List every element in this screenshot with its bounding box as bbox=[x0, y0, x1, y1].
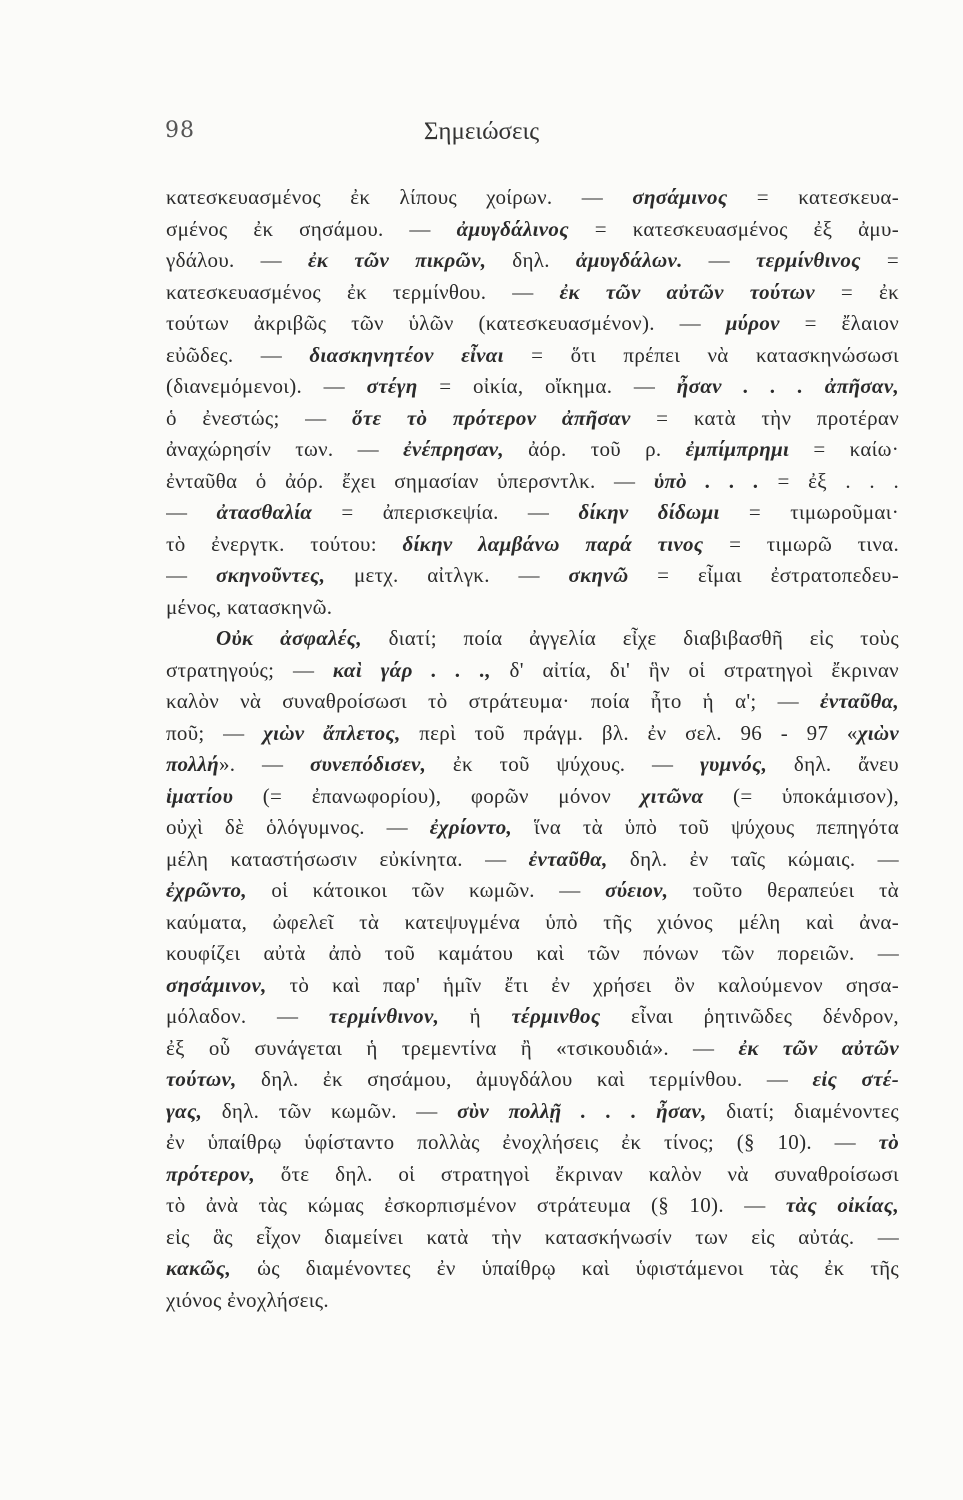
lemma-term: τούτων, bbox=[166, 1067, 237, 1091]
gloss-text: = ἀπερισκεψία. — bbox=[312, 500, 579, 524]
gloss-text: — bbox=[166, 563, 217, 587]
gloss-text: = ἐκ bbox=[814, 279, 899, 304]
gloss-text: δηλ. ἐν ταῖς κώμαις. — bbox=[607, 846, 899, 871]
text-line bbox=[166, 560, 899, 592]
lemma-term: πολλή bbox=[166, 752, 219, 776]
text-line bbox=[166, 277, 899, 309]
text-line bbox=[166, 655, 899, 687]
lemma-term: ἀτασθαλία bbox=[216, 500, 313, 524]
lemma-term: ἐνέπρησαν, bbox=[403, 437, 504, 461]
gloss-text: καλὸν νὰ συναθροίσωσι τὸ στράτευμα· ποία ἦτο ἡ α'; — bbox=[166, 689, 820, 713]
gloss-text: = ἐξ . . . bbox=[759, 468, 899, 493]
text-line bbox=[166, 214, 899, 246]
gloss-text: (= ὑποκάμισον), bbox=[703, 783, 899, 808]
gloss-text: οὐχὶ δὲ ὁλόγυμνος. — bbox=[166, 815, 430, 839]
text-line bbox=[166, 529, 899, 561]
text-line bbox=[166, 1096, 899, 1128]
lemma-term: στέγη bbox=[366, 374, 418, 398]
gloss-text: εἶναι ῥητινῶδες δένδρον, bbox=[600, 1004, 899, 1028]
gloss-text: = τιμωρῶ τινα. bbox=[703, 531, 899, 556]
gloss-text: — bbox=[166, 500, 217, 524]
lemma-term: σκηνοῦντες, bbox=[216, 563, 326, 587]
gloss-text: = τιμωροῦμαι· bbox=[719, 500, 899, 524]
lemma-term: τερμίνθινον, bbox=[328, 1004, 440, 1028]
gloss-text: περὶ τοῦ πράγμ. βλ. ἐν σελ. 96 - 97 « bbox=[400, 720, 858, 745]
lemma-term: τερμίνθινος bbox=[756, 248, 861, 272]
lemma-term: δίκην δίδωμι bbox=[578, 500, 720, 524]
text-line bbox=[166, 907, 899, 939]
gloss-text: κατεσκευασμένος ἐκ τερμίνθου. — bbox=[166, 279, 560, 304]
gloss-text: κατεσκευασμένος ἐκ λίπους χοίρων. — bbox=[166, 185, 633, 209]
gloss-text: ». — bbox=[218, 752, 310, 776]
text-line bbox=[166, 592, 899, 624]
gloss-text: = ἔλαιον bbox=[779, 311, 899, 335]
running-title: Σημειώσεις bbox=[423, 118, 540, 145]
gloss-text: ἡ bbox=[439, 1004, 512, 1028]
text-line bbox=[166, 1064, 899, 1096]
gloss-text: = εἶμαι ἐστρατοπεδευ- bbox=[628, 563, 899, 587]
lemma-term: τέρμινθος bbox=[511, 1004, 601, 1028]
text-line bbox=[166, 844, 899, 876]
gloss-text: = κατεσκευα- bbox=[727, 185, 899, 209]
gloss-text: = ὅτι πρέπει νὰ κατασκηνώσωσι bbox=[503, 342, 899, 367]
lemma-term: σκηνῶ bbox=[568, 563, 629, 587]
gloss-text: χιόνος ἐνοχλήσεις. bbox=[166, 1287, 329, 1312]
text-line bbox=[166, 1033, 899, 1065]
gloss-text: = bbox=[860, 248, 899, 272]
lemma-term: σύειον, bbox=[605, 878, 669, 902]
gloss-text: μένος, κατασκηνῶ. bbox=[166, 594, 333, 619]
lemma-term: γας, bbox=[166, 1098, 203, 1123]
gloss-text: = κατὰ τὴν προτέραν bbox=[630, 405, 899, 430]
gloss-text: μετχ. αἰτλγκ. — bbox=[325, 563, 569, 587]
gloss-text: (= ἐπανωφορίου), φορῶν μόνον bbox=[233, 783, 641, 808]
gloss-text: δ' αἰτία, δι' ἣν οἱ στρατηγοὶ ἔκριναν bbox=[490, 657, 899, 682]
text-line bbox=[166, 812, 899, 844]
gloss-text: ἵνα τὰ ὑπὸ τοῦ ψύχους πεπηγότα bbox=[512, 815, 899, 839]
text-line bbox=[166, 749, 899, 781]
lemma-term: ἐχρῶντο, bbox=[166, 878, 247, 902]
text-line bbox=[166, 1222, 899, 1254]
lemma-term: σὺν πολλῇ . . . ἦσαν, bbox=[457, 1098, 707, 1123]
text-line bbox=[166, 466, 899, 498]
text-line bbox=[166, 308, 899, 340]
gloss-text: μέλη καταστήσωσιν εὐκίνητα. — bbox=[166, 846, 529, 871]
gloss-text: δηλ. τῶν κωμῶν. — bbox=[202, 1098, 458, 1123]
gloss-text: τοῦτο θεραπεύει τὰ bbox=[668, 878, 899, 902]
lemma-term: χιὼν bbox=[857, 720, 899, 745]
gloss-text: ὡς διαμένοντες ἐν ὑπαίθρῳ καὶ ὑφιστάμενοι τὰς ἐκ τῆς bbox=[231, 1256, 899, 1280]
text-line bbox=[166, 434, 899, 466]
page-header bbox=[0, 118, 963, 158]
gloss-text: σμένος ἐκ σησάμου. — bbox=[166, 216, 457, 241]
gloss-text: — bbox=[682, 248, 757, 272]
gloss-text: ἀόρ. τοῦ ρ. bbox=[503, 437, 686, 461]
lemma-term: ἐνταῦθα, bbox=[819, 689, 899, 713]
text-line bbox=[166, 623, 899, 655]
gloss-text: διατί; ποία ἀγγελία εἶχε διαβιβασθῆ εἰς τοὺς bbox=[361, 626, 899, 650]
gloss-text: κουφίζει αὐτὰ ἀπὸ τοῦ καμάτου καὶ τῶν πόνων τῶν πορειῶν. — bbox=[166, 941, 899, 965]
gloss-text: στρατηγούς; — bbox=[166, 657, 333, 682]
gloss-text: καύματα, ὠφελεῖ τὰ κατεψυγμένα ὑπὸ τῆς χιόνος μέλη καὶ ἀνα- bbox=[166, 909, 899, 934]
lemma-term: διασκηνητέον εἶναι bbox=[309, 342, 504, 367]
lemma-term: τὸ bbox=[878, 1130, 899, 1154]
lemma-term: Οὐκ ἀσφαλές, bbox=[216, 626, 362, 650]
page-number: 98 bbox=[165, 118, 195, 143]
gloss-text: = οἰκία, οἴκημα. — bbox=[417, 374, 677, 398]
gloss-text: (διανεμόμενοι). — bbox=[166, 374, 367, 398]
text-line bbox=[166, 340, 899, 372]
gloss-text: τὸ ἐνεργτκ. τούτου: bbox=[166, 531, 403, 556]
text-line bbox=[166, 1159, 899, 1191]
gloss-text: δηλ. bbox=[486, 248, 576, 272]
gloss-text: τὸ καὶ παρ' ἡμῖν ἔτι ἐν χρήσει ὂν καλούμενον σησα- bbox=[266, 972, 899, 997]
text-line bbox=[166, 970, 899, 1002]
gloss-text: οἱ κάτοικοι τῶν κωμῶν. — bbox=[246, 878, 606, 902]
lemma-term: πρότερον, bbox=[166, 1161, 256, 1186]
text-line bbox=[166, 371, 899, 403]
gloss-text: γδάλου. — bbox=[166, 248, 308, 272]
lemma-term: τὰς οἰκίας, bbox=[785, 1193, 899, 1217]
lemma-term: σησάμινος bbox=[632, 185, 728, 209]
text-line bbox=[166, 875, 899, 907]
lemma-term: δίκην λαμβάνω παρά τινος bbox=[402, 531, 704, 556]
lemma-term: ἐχρίοντο, bbox=[429, 815, 513, 839]
gloss-text: = καίω· bbox=[789, 437, 899, 461]
text-line bbox=[166, 1190, 899, 1222]
lemma-term: ἱματίου bbox=[166, 783, 234, 808]
text-line bbox=[166, 686, 899, 718]
lemma-term: καὶ γάρ . . ., bbox=[332, 657, 491, 682]
text-line bbox=[166, 938, 899, 970]
lemma-term: ἦσαν . . . ἀπῆσαν, bbox=[676, 374, 899, 398]
lemma-term: ὅτε τὸ πρότερον ἀπῆσαν bbox=[352, 405, 631, 430]
text-line bbox=[166, 781, 899, 813]
lemma-term: ἐνταῦθα, bbox=[528, 846, 608, 871]
lemma-term: ἐκ τῶν αὐτῶν τούτων bbox=[559, 279, 815, 304]
gloss-text: ἐνταῦθα ὁ ἀόρ. ἔχει σημασίαν ὑπερσντλκ. — bbox=[166, 468, 654, 493]
gloss-text: ἀναχώρησίν των. — bbox=[166, 437, 404, 461]
gloss-text: ὁ ἐνεστώς; — bbox=[166, 405, 353, 430]
text-line bbox=[166, 182, 899, 214]
text-line bbox=[166, 497, 899, 529]
gloss-text: μόλαδον. — bbox=[166, 1004, 329, 1028]
lemma-term: χιτῶνα bbox=[640, 783, 704, 808]
gloss-text: ὅτε δηλ. οἱ στρατηγοὶ ἔκριναν καλὸν νὰ συναθροίσωσι bbox=[255, 1161, 899, 1186]
gloss-text: τὸ ἀνὰ τὰς κώμας ἐσκορπισμένον στράτευμα (§ 10). — bbox=[166, 1193, 786, 1217]
lemma-term: ὑπὸ . . . bbox=[653, 468, 760, 493]
lemma-term: ἐμπίμπρημι bbox=[685, 437, 790, 461]
gloss-text: ἐξ οὗ συνάγεται ἡ τρεμεντίνα ἢ «τσικουδιά». — bbox=[166, 1035, 739, 1060]
gloss-text: δηλ. ἄνευ bbox=[767, 752, 899, 776]
lemma-term: ἀμυγδάλινος bbox=[456, 216, 569, 241]
lemma-term: εἰς στέ- bbox=[812, 1067, 899, 1091]
notes-text bbox=[166, 182, 899, 1316]
gloss-text: εἰς ἃς εἶχον διαμείνει κατὰ τὴν κατασκήνωσίν των εἰς αὐτάς. — bbox=[166, 1224, 899, 1249]
text-line bbox=[166, 1253, 899, 1285]
lemma-term: γυμνός, bbox=[700, 752, 768, 776]
lemma-term: ἀμυγδάλων. bbox=[575, 248, 683, 272]
text-line bbox=[166, 403, 899, 435]
gloss-text: τούτων ἀκριβῶς τῶν ὑλῶν (κατεσκευασμένον). — bbox=[166, 311, 726, 335]
gloss-text: ἐκ τοῦ ψύχους. — bbox=[426, 752, 700, 776]
lemma-term: μύρον bbox=[725, 311, 780, 335]
text-line bbox=[166, 1127, 899, 1159]
gloss-text: = κατεσκευασμένος ἐξ ἀμυ- bbox=[568, 216, 899, 241]
lemma-term: χιὼν ἄπλετος, bbox=[263, 720, 401, 745]
text-line bbox=[166, 245, 899, 277]
text-line bbox=[166, 1001, 899, 1033]
lemma-term: συνεπόδισεν, bbox=[309, 752, 427, 776]
gloss-text: διατί; διαμένοντες bbox=[706, 1098, 899, 1123]
lemma-term: ἐκ τῶν αὐτῶν bbox=[738, 1035, 899, 1060]
text-line bbox=[166, 718, 899, 750]
lemma-term: ἐκ τῶν πικρῶν, bbox=[308, 248, 487, 272]
gloss-text: δηλ. ἐκ σησάμου, ἀμυγδάλου καὶ τερμίνθου. — bbox=[236, 1067, 813, 1091]
lemma-term: σησάμινον, bbox=[166, 972, 267, 997]
gloss-text: ποῦ; — bbox=[166, 720, 264, 745]
text-line bbox=[166, 1285, 899, 1317]
gloss-text: εὐῶδες. — bbox=[166, 342, 310, 367]
lemma-term: κακῶς, bbox=[166, 1256, 232, 1280]
gloss-text: ἐν ὑπαίθρῳ ὑφίσταντο πολλὰς ἐνοχλήσεις ἐκ τίνος; (§ 10). — bbox=[166, 1130, 879, 1154]
